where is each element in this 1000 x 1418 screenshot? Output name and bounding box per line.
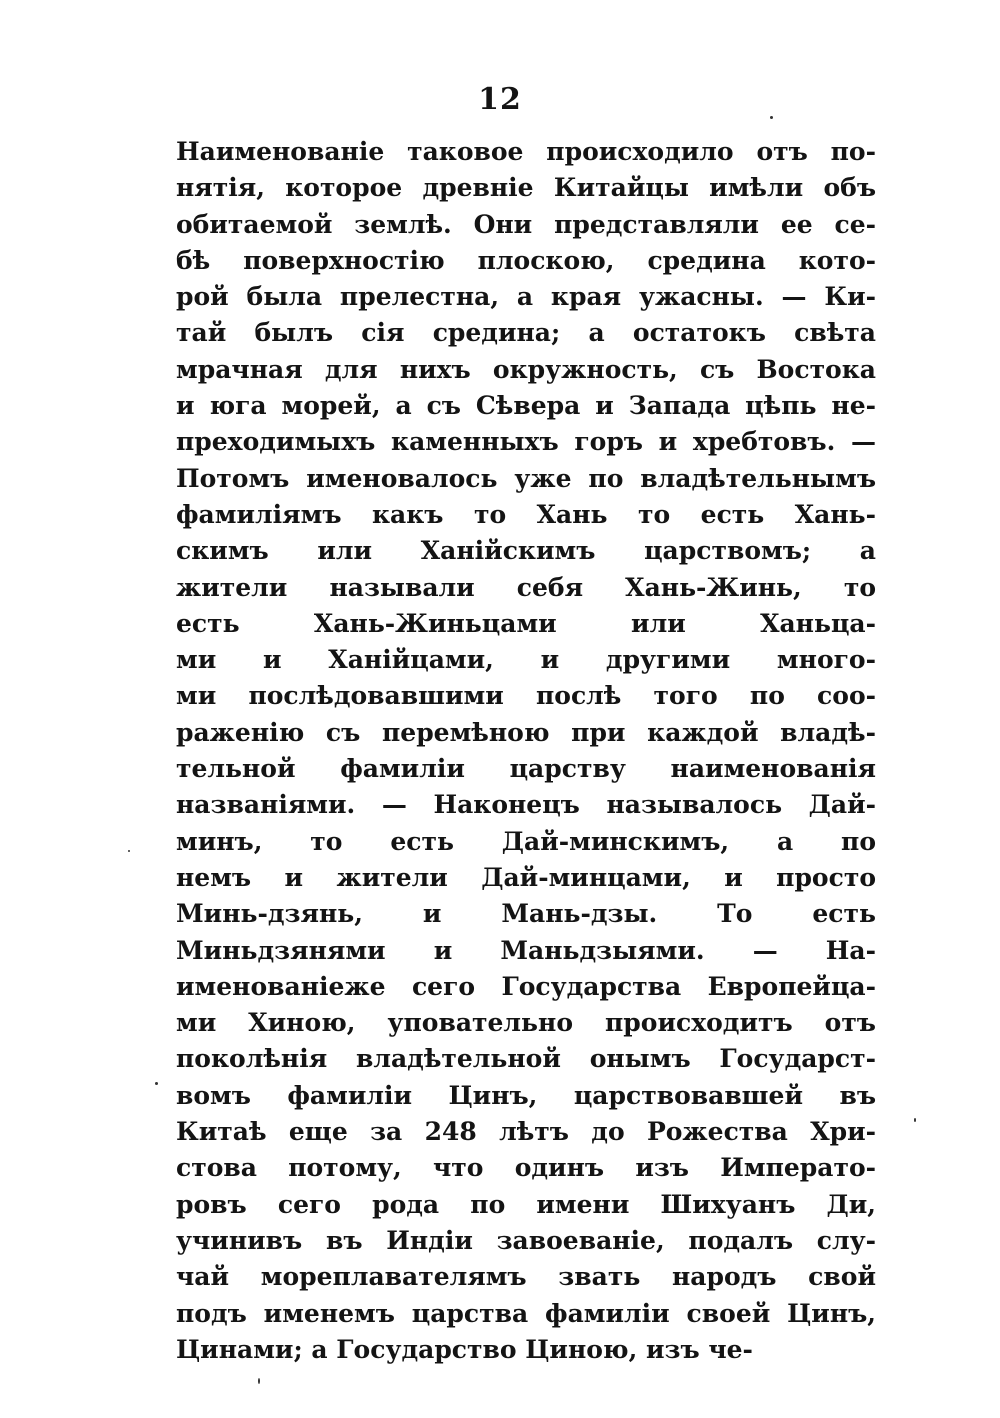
scan-speck bbox=[258, 1378, 260, 1384]
text-line: Цинами; а Государство Циною, изъ че- bbox=[176, 1334, 753, 1364]
text-line: скимъ или Ханійскимъ царствомъ; а bbox=[176, 536, 876, 566]
text-line: преходимыхъ каменныхъ горъ и хребтовъ. — bbox=[176, 427, 876, 457]
text-line: Наименованіе таковое происходило отъ по- bbox=[176, 137, 876, 166]
text-line: мрачная для нихъ окружность, съ Востока bbox=[176, 354, 876, 384]
page-number: 12 bbox=[478, 82, 522, 117]
text-line: есть Хань-Жиньцами или Ханьца- bbox=[176, 608, 876, 638]
text-line: поколѣнія владѣтельной онымъ Государст- bbox=[176, 1044, 876, 1074]
text-line: фамиліямъ какъ то Хань то есть Хань- bbox=[176, 499, 876, 529]
text-line: нятія, которое древніе Китайцы имѣли объ bbox=[176, 173, 876, 203]
text-line: тельной фамиліи царству наименованія bbox=[176, 754, 876, 784]
text-line: Потомъ именовалось уже по владѣтельнымъ bbox=[176, 463, 876, 493]
text-line: именованіеже сего Государства Европейца- bbox=[176, 971, 876, 1001]
text-line: Минь-дзянь, и Мань-дзы. То есть bbox=[176, 899, 876, 929]
text-line: ми послѣдовавшими послѣ того по соо- bbox=[176, 681, 876, 711]
text-line: Китаѣ еще за 248 лѣтъ до Рожества Хри- bbox=[176, 1117, 876, 1147]
scan-speck bbox=[128, 850, 130, 852]
text-line: ровъ сего рода по имени Шихуанъ Ди, bbox=[176, 1189, 876, 1219]
text-line: ми Хиною, уповательно происходитъ отъ bbox=[176, 1008, 876, 1038]
text-line: бѣ поверхностію плоскою, средина кото- bbox=[176, 245, 876, 275]
scan-speck bbox=[770, 116, 773, 119]
text-line: и юга морей, а съ Сѣвера и Запада цѣпь не- bbox=[176, 391, 876, 421]
text-line: чай мореплавателямъ звать народъ свой bbox=[176, 1262, 876, 1292]
text-line: немъ и жители Дай-минцами, и просто bbox=[176, 862, 876, 892]
text-line: учинивъ въ Индіи завоеваніе, подалъ слу- bbox=[176, 1225, 876, 1255]
text-line: Миньдзянями и Маньдзыями. — На- bbox=[176, 935, 876, 965]
text-line: обитаемой землѣ. Они представляли ее се- bbox=[176, 209, 876, 239]
text-line: стова потому, что одинъ изъ Императо- bbox=[176, 1153, 876, 1183]
text-line: раженію съ перемѣною при каждой владѣ- bbox=[176, 717, 876, 747]
text-line: минъ, то есть Дай-минскимъ, а по bbox=[176, 826, 876, 856]
text-line: подъ именемъ царства фамиліи своей Цинъ, bbox=[176, 1298, 876, 1328]
text-line: тай былъ сія средина; а остатокъ свѣта bbox=[176, 318, 876, 348]
text-line: ми и Ханійцами, и другими много- bbox=[176, 645, 876, 675]
text-line: рой была прелестна, а края ужасны. — Ки- bbox=[176, 282, 876, 312]
scan-speck bbox=[914, 1118, 916, 1122]
text-line: жители называли себя Хань-Жинь, то bbox=[176, 572, 876, 602]
scan-speck bbox=[155, 1082, 158, 1085]
text-line: вомъ фамиліи Цинъ, царствовавшей въ bbox=[176, 1080, 876, 1110]
body-text bbox=[176, 134, 876, 1368]
text-line: названіями. — Наконецъ называлось Дай- bbox=[176, 790, 876, 820]
